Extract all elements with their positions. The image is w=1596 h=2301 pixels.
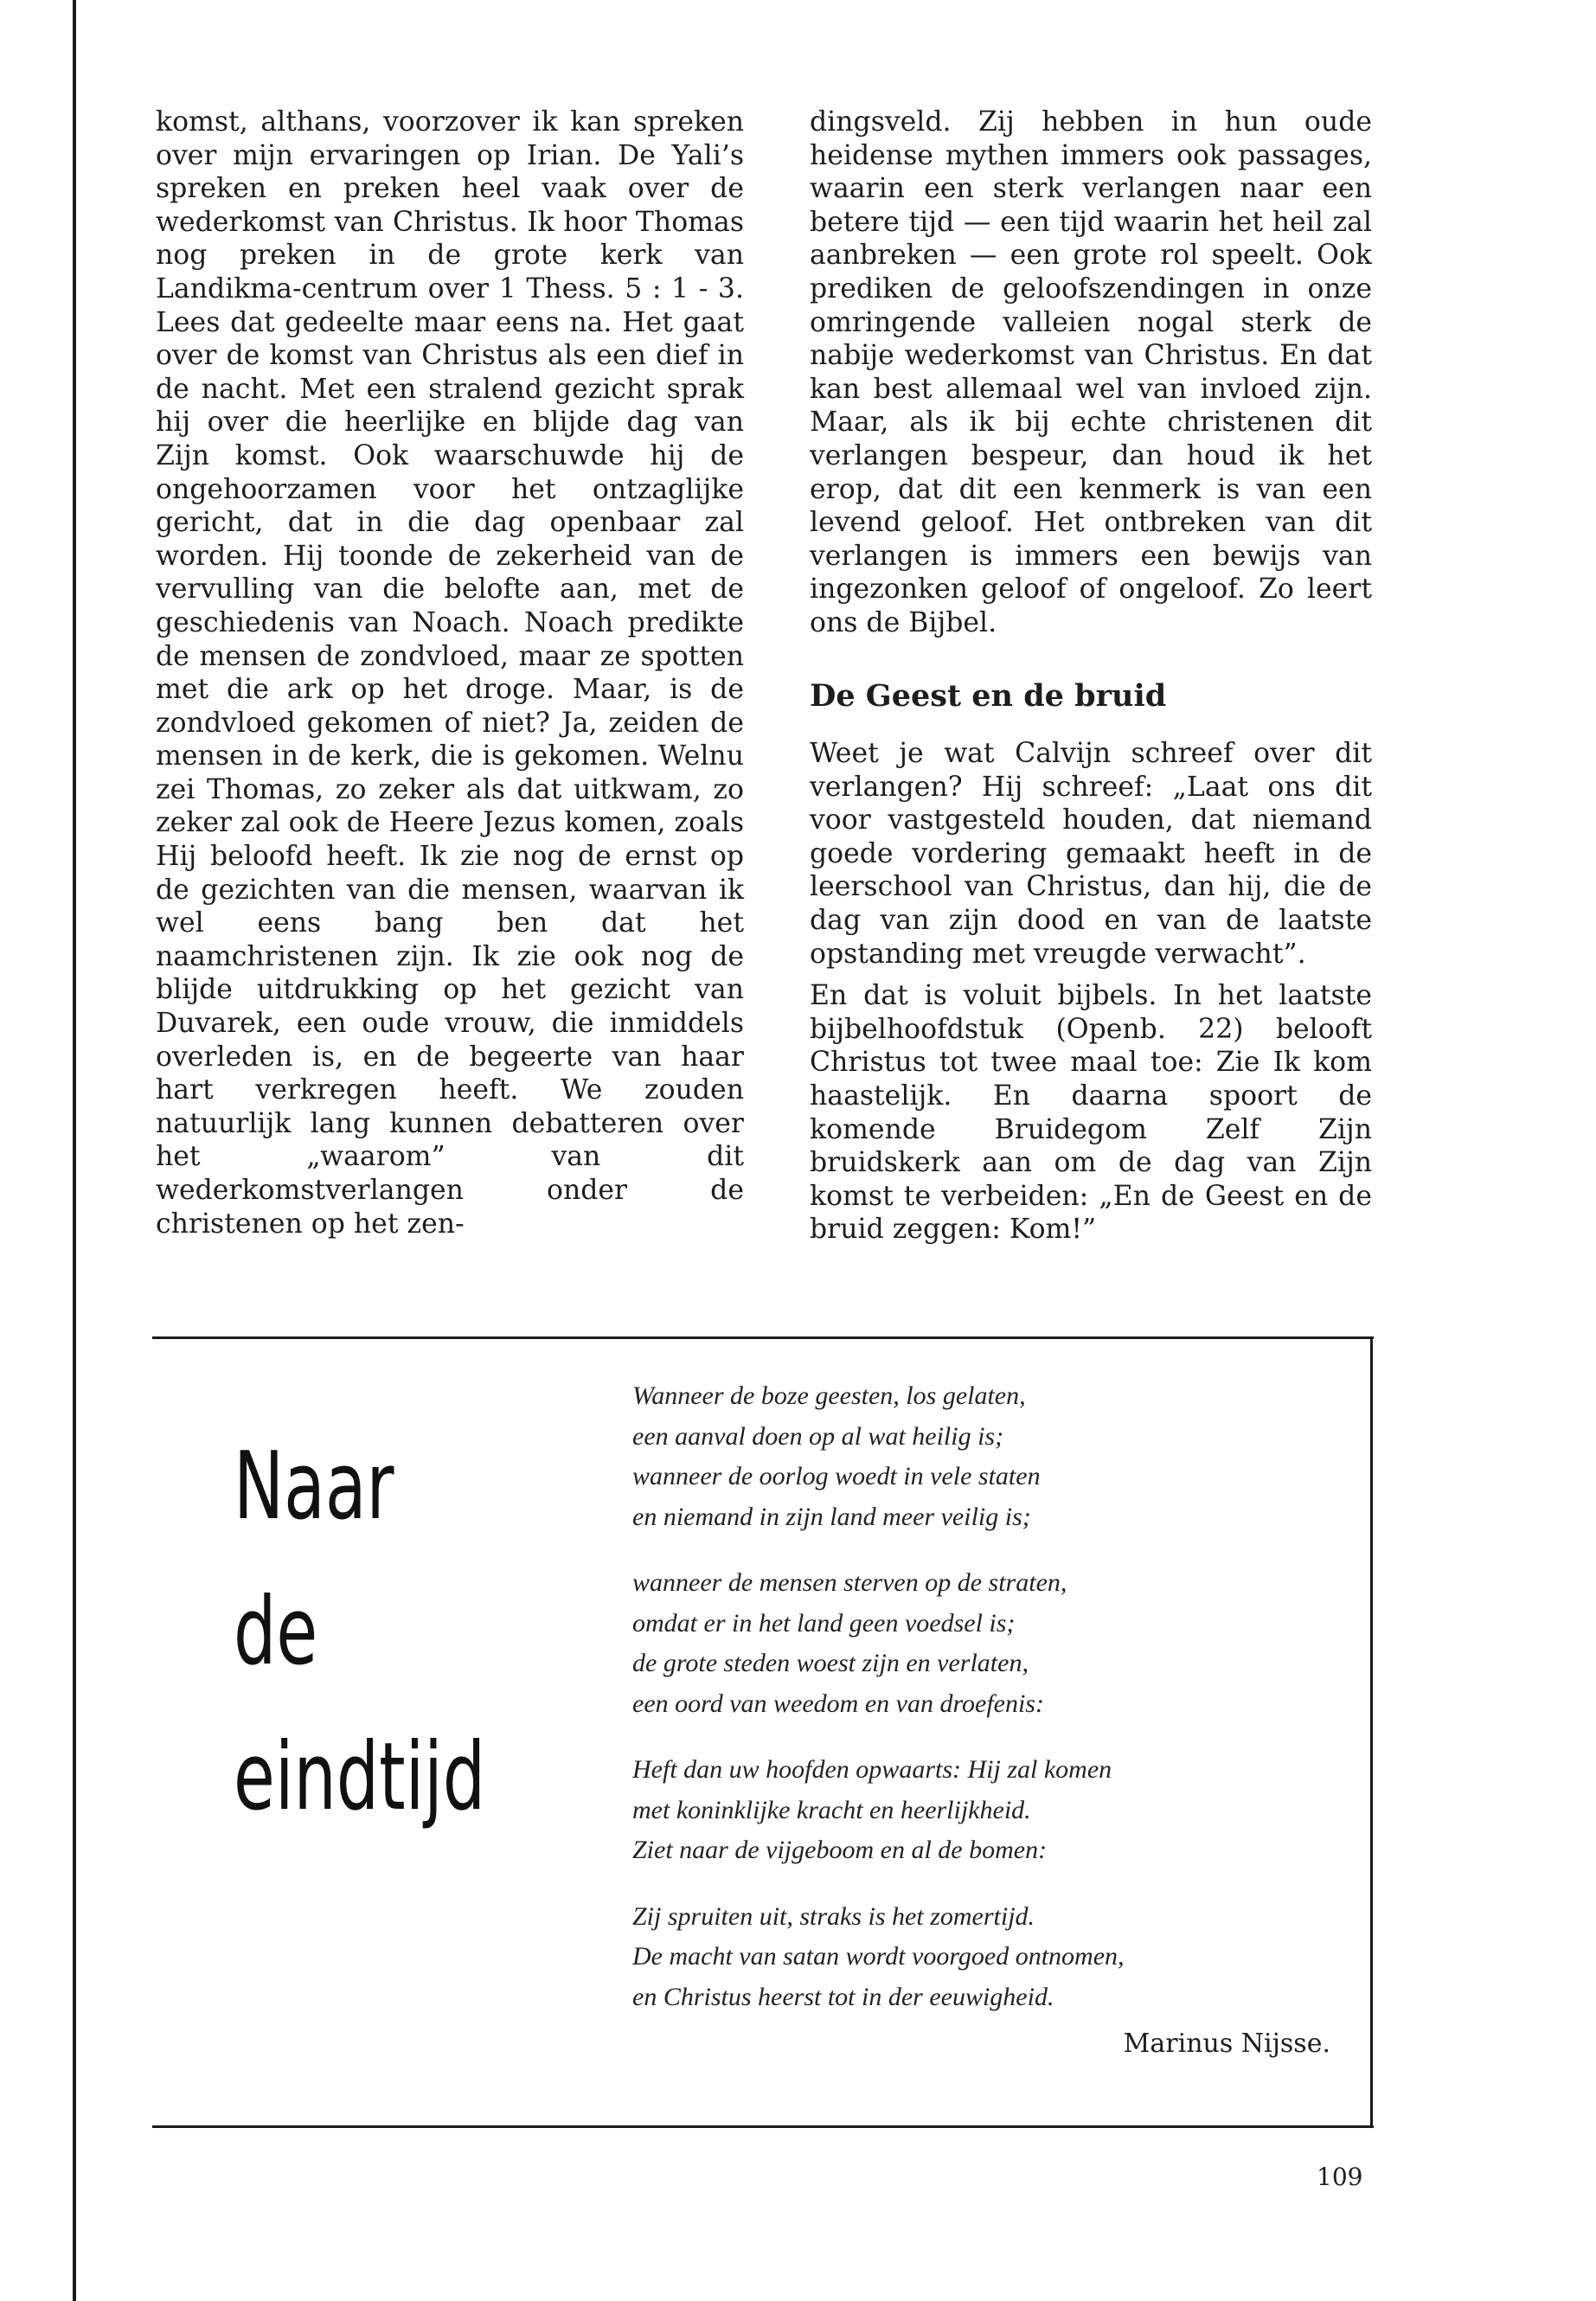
poem-title-line: Naar — [234, 1433, 394, 1541]
left-column-text: komst, althans, voorzover ik kan spreken over mijn ervaringen op Irian. De Yali’s spreken en preken heel vaak over de wederkomst van Christus. Ik hoor Thomas nog preken in de grote kerk van Landikma-centrum over 1 Thess. 5 : 1 - 3. Lees dat gedeelte maar eens na. Het gaat over de komst van Christus als een dief in de nacht. Met een stralend gezicht sprak hij over die heerlijke en blijde dag van Zijn komst. Ook waarschuwde hij de ongehoorzamen voor het ontzaglijke gericht, dat in die dag openbaar zal worden. Hij toonde de zekerheid van de vervulling van die belofte aan, met de geschiedenis van Noach. Noach predikte de mensen de zondvloed, maar ze spotten met die ark op het droge. Maar, is de zondvloed gekomen of niet? Ja, zeiden de mensen in de kerk, die is gekomen. Welnu zei Thomas, zo zeker als dat uitkwam, zo zeker zal ook de Heere Jezus komen, zoals Hij beloofd heeft. Ik zie nog de ernst op de gezichten van die mensen, waarvan ik wel eens bang ben dat het naamchristenen zijn. Ik zie ook nog de blijde uitdrukking op het gezicht van Duvarek, een oude vrouw, die inmiddels overleden is, en de begeerte van haar hart verkregen heeft. We zouden natuurlijk lang kunnen debatteren over het „waarom” van dit wederkomstverlangen onder de christenen op het zen- — [156, 106, 744, 1240]
right-column-paragraph-2: En dat is voluit bijbels. In het laatste bijbelhoofdstuk (Openb. 22) belooft Christus tot twee maal toe: Zie Ik kom haastelijk. En daarna spoort de komende Bruidegom Zelf Zijn bruidskerk aan om de dag van Zijn komst te verbeiden: „En de Geest en de bruid zeggen: Kom!” — [810, 980, 1372, 1246]
poem-box-right-rule — [1370, 1336, 1373, 2128]
poem-title — [234, 1414, 485, 1850]
page-number: 109 — [1317, 2163, 1363, 2191]
poem-line: Heft dan uw hoofden opwaarts: Hij zal komen — [632, 1755, 1112, 1784]
poem-text — [632, 1376, 1342, 2043]
poem-line: wanneer de oorlog woedt in vele staten — [632, 1462, 1041, 1490]
left-column — [156, 106, 744, 1240]
poem-line: Ziet naar de vijgeboom en al de bomen: — [632, 1836, 1048, 1864]
poem-stanza — [632, 1750, 1342, 1871]
poem-box-bottom-rule — [152, 2125, 1374, 2128]
poem-line: Zij spruiten uit, straks is het zomertijd. — [632, 1901, 1035, 1931]
poem-box — [152, 1336, 1374, 2132]
poem-stanza — [632, 1376, 1342, 1537]
poem-line: de grote steden woest zijn en verlaten, — [632, 1649, 1029, 1677]
poem-line: wanneer de mensen sterven op de straten, — [632, 1568, 1067, 1597]
poem-line: een aanval doen op al wat heilig is; — [632, 1421, 1004, 1451]
poem-title-line: eindtijd — [234, 1723, 486, 1831]
poem-stanza — [632, 1563, 1342, 1724]
poem-line: en Christus heerst tot in der eeuwigheid. — [632, 1982, 1054, 2011]
poem-line: De macht van satan wordt voorgoed ontnomen, — [632, 1942, 1125, 1971]
right-column-intro: dingsveld. Zij hebben in hun oude heidense mythen immers ook passages, waarin een sterk verlangen naar een betere tijd — een tijd waarin het heil zal aanbreken — een grote rol speelt. Ook prediken de geloofszendingen in onze omringende valleien nogal sterk de nabije wederkomst van Christus. En dat kan best allemaal wel van invloed zijn. Maar, als ik bij echte christenen dit verlangen bespeur, dan houd ik het erop, dat dit een kenmerk is van een levend geloof. Het ontbreken van dit verlangen is immers een bewijs van ingezonken geloof of ongeloof. Zo leert ons de Bijbel. — [810, 106, 1372, 638]
right-column — [810, 106, 1372, 1247]
poem-stanza — [632, 1897, 1342, 2018]
section-heading: De Geest en de bruid — [810, 677, 1167, 714]
poem-author: Marinus Nijsse. — [1123, 2029, 1330, 2059]
right-column-paragraph-1: Weet je wat Calvijn schreef over dit verlangen? Hij schreef: „Laat ons dit voor vastgesteld houden, dat niemand goede vordering gemaakt heeft in de leerschool van Christus, dan hij, die de dag van zijn dood en van de laatste opstanding met vreugde verwacht”. — [810, 738, 1372, 970]
poem-line: omdat er in het land geen voedsel is; — [632, 1608, 1016, 1638]
poem-line: met koninklijke kracht en heerlijkheid. — [632, 1795, 1031, 1824]
poem-title-line: de — [234, 1578, 318, 1686]
poem-box-top-rule — [152, 1336, 1374, 1339]
poem-line: Wanneer de boze geesten, los gelaten, — [632, 1381, 1026, 1410]
poem-line: een oord van weedom en van droefenis: — [632, 1689, 1044, 1718]
poem-line: en niemand in zijn land meer veilig is; — [632, 1502, 1031, 1531]
page-spine-edge — [73, 0, 76, 2301]
